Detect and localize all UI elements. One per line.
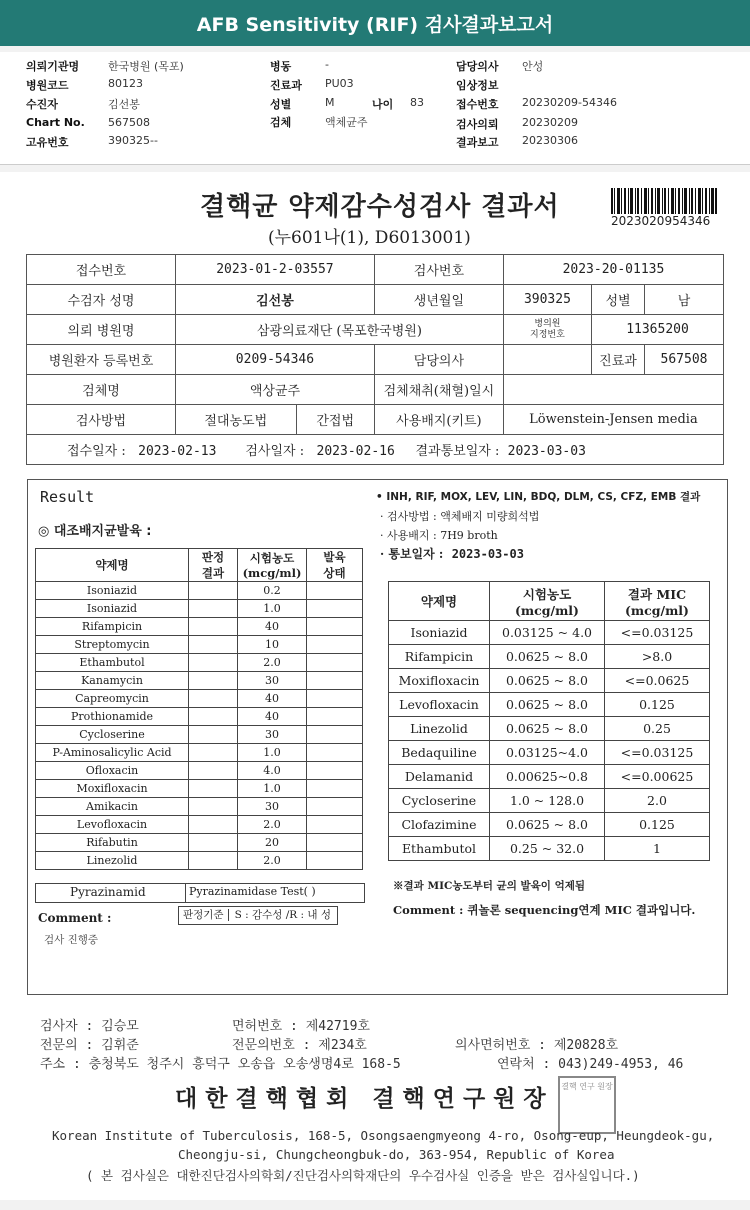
conc-cell: 2.0 bbox=[238, 852, 307, 870]
criterion-box bbox=[178, 906, 338, 925]
conc-cell: 1.0 bbox=[238, 780, 307, 798]
conc-cell: 2.0 bbox=[238, 816, 307, 834]
drug-name: Cycloserine bbox=[36, 726, 189, 744]
mic-cell: >8.0 bbox=[605, 645, 710, 669]
judge-cell bbox=[189, 852, 238, 870]
mic-cell: 0.125 bbox=[605, 813, 710, 837]
meta-label: 결과보고 bbox=[456, 136, 499, 149]
drug-name: Linezolid bbox=[36, 852, 189, 870]
growth-cell bbox=[307, 762, 363, 780]
mic-cell: <=0.03125 bbox=[605, 741, 710, 765]
cell-value: 2023-20-01135 bbox=[503, 255, 723, 285]
mic-cell: <=0.03125 bbox=[605, 621, 710, 645]
growth-cell bbox=[307, 852, 363, 870]
meta-label: 병원코드 bbox=[26, 79, 69, 92]
mic-notify-value: 2023-03-03 bbox=[451, 547, 524, 561]
growth-cell bbox=[307, 798, 363, 816]
conc-cell: 0.0625 ~ 8.0 bbox=[490, 717, 605, 741]
col-growth bbox=[307, 549, 363, 582]
judge-cell bbox=[189, 672, 238, 690]
notified-value: 2023-03-03 bbox=[507, 444, 586, 459]
control-culture-label: ◎ 대조배지균발육 : bbox=[38, 524, 152, 539]
meta-label: 병동 bbox=[270, 60, 292, 73]
notified-label: 결과통보일자 : bbox=[415, 444, 500, 459]
cell-value: Löwenstein-Jensen media bbox=[503, 405, 723, 435]
meta-label: 검체 bbox=[270, 116, 292, 129]
meta-value: 안성 bbox=[522, 60, 544, 73]
report-subtitle: (누601나(1), D6013001) bbox=[268, 228, 471, 248]
meta-value: 567508 bbox=[108, 116, 150, 129]
report-header-title: AFB Sensitivity (RIF) 검사결과보고서 bbox=[0, 0, 750, 46]
cell-value: 11365200 bbox=[592, 315, 724, 345]
meta-label: Chart No. bbox=[26, 116, 85, 129]
meta-label: 고유번호 bbox=[26, 136, 69, 149]
drug-name: Amikacin bbox=[36, 798, 189, 816]
cell-label: 사용배지(키트) bbox=[374, 405, 503, 435]
criterion-label: 판정기준 bbox=[179, 909, 229, 921]
cell-label: 검사번호 bbox=[374, 255, 503, 285]
barcode-number: 2023020954346 bbox=[611, 214, 711, 228]
judge-cell bbox=[189, 780, 238, 798]
meta-label: 검사의뢰 bbox=[456, 118, 499, 131]
growth-cell bbox=[307, 654, 363, 672]
conc-cell: 0.0625 ~ 8.0 bbox=[490, 813, 605, 837]
table-row bbox=[389, 621, 710, 645]
conc-cell: 40 bbox=[238, 618, 307, 636]
table-row bbox=[389, 837, 710, 861]
cell-value bbox=[503, 375, 723, 405]
table-row bbox=[36, 690, 363, 708]
col-mic-2: (mcg/ml) bbox=[625, 602, 689, 618]
patient-info-table bbox=[26, 254, 724, 465]
table-row bbox=[389, 741, 710, 765]
drug-name: Ethambutol bbox=[36, 654, 189, 672]
conc-cell: 10 bbox=[238, 636, 307, 654]
meta-value: 390325-- bbox=[108, 134, 158, 147]
meta-label: 진료과 bbox=[270, 79, 302, 92]
conc-cell: 1.0 bbox=[238, 744, 307, 762]
mic-drugs-note: • INH, RIF, MOX, LEV, LIN, BDQ, DLM, CS, CFZ, EMB 결과 bbox=[376, 491, 701, 503]
growth-cell bbox=[307, 600, 363, 618]
drug-name: Capreomycin bbox=[36, 690, 189, 708]
judge-cell bbox=[189, 726, 238, 744]
col-conc bbox=[490, 582, 605, 621]
meta-value: M bbox=[325, 96, 335, 109]
conc-cell: 20 bbox=[238, 834, 307, 852]
table-row bbox=[389, 765, 710, 789]
mic-cell: 0.25 bbox=[605, 717, 710, 741]
table-row bbox=[36, 618, 363, 636]
table-row bbox=[389, 693, 710, 717]
solid-media-result-table bbox=[35, 548, 363, 870]
meta-value: - bbox=[325, 58, 329, 71]
col-conc-2: (mcg/ml) bbox=[515, 602, 579, 618]
cell-value: 삼광의료재단 (목포한국병원) bbox=[176, 315, 504, 345]
judge-cell bbox=[189, 636, 238, 654]
conc-cell: 0.0625 ~ 8.0 bbox=[490, 669, 605, 693]
drug-name: Ethambutol bbox=[389, 837, 490, 861]
cell-label: 의뢰 병원명 bbox=[27, 315, 176, 345]
pyrazinamid-label: Pyrazinamid bbox=[70, 885, 146, 899]
report-meta bbox=[0, 52, 750, 165]
judge-cell bbox=[189, 816, 238, 834]
judge-cell bbox=[189, 744, 238, 762]
meta-label: 접수번호 bbox=[456, 98, 499, 111]
conc-cell: 40 bbox=[238, 690, 307, 708]
cell-label: 병원환자 등록번호 bbox=[27, 345, 176, 375]
cell-label: 진료과 bbox=[592, 345, 645, 375]
pyrazinamid-row bbox=[35, 883, 365, 903]
judge-cell bbox=[189, 762, 238, 780]
cell-value: 0209-54346 bbox=[176, 345, 375, 375]
license-number: 면허번호 : 제42719호 bbox=[232, 1019, 370, 1034]
cell-value: 2023-01-2-03557 bbox=[176, 255, 375, 285]
conc-cell: 0.00625~0.8 bbox=[490, 765, 605, 789]
table-row bbox=[389, 813, 710, 837]
conc-cell: 4.0 bbox=[238, 762, 307, 780]
drug-name: Moxifloxacin bbox=[389, 669, 490, 693]
growth-cell bbox=[307, 672, 363, 690]
col-judge bbox=[189, 549, 238, 582]
conc-cell: 0.0625 ~ 8.0 bbox=[490, 693, 605, 717]
drug-name: Levofloxacin bbox=[36, 816, 189, 834]
cell-value: 액상균주 bbox=[176, 375, 375, 405]
cell-value: 간접법 bbox=[296, 405, 374, 435]
comment-body: 검사 진행중 bbox=[44, 934, 99, 946]
col-drug: 약제명 bbox=[36, 549, 189, 582]
organization-name: 대한결핵협회 결핵연구원장 bbox=[175, 1085, 554, 1112]
col-mic-1: 결과 MIC bbox=[627, 586, 687, 602]
drug-name: P-Aminosalicylic Acid bbox=[36, 744, 189, 762]
meta-value: 액체균주 bbox=[325, 116, 368, 129]
english-address-2: Cheongju-si, Chungcheongbuk-do, 363-954, Republic of Korea bbox=[178, 1147, 615, 1162]
english-address-1: Korean Institute of Tuberculosis, 168-5, Osongsaengmyeong 4-ro, Osong-eup, Heungdeok-gu, bbox=[52, 1128, 715, 1143]
mic-notify-label: · 통보일자 : bbox=[380, 547, 444, 561]
received-value: 2023-02-13 bbox=[138, 444, 217, 459]
meta-label: 수진자 bbox=[26, 98, 58, 111]
cell-value: 절대농도법 bbox=[176, 405, 297, 435]
result-title: Result bbox=[40, 488, 95, 506]
examiner: 검사자 : 김승모 bbox=[40, 1019, 139, 1034]
growth-cell bbox=[307, 834, 363, 852]
drug-name: Delamanid bbox=[389, 765, 490, 789]
mic-cell: 0.125 bbox=[605, 693, 710, 717]
table-row bbox=[36, 816, 363, 834]
meta-value: 20230306 bbox=[522, 134, 578, 147]
tested-label: 검사일자 : bbox=[245, 444, 305, 459]
drug-name: Rifampicin bbox=[36, 618, 189, 636]
table-row bbox=[389, 645, 710, 669]
col-conc-2: (mcg/ml) bbox=[242, 566, 302, 580]
col-conc-1: 시험농도 bbox=[249, 551, 295, 565]
table-row bbox=[36, 744, 363, 762]
judge-cell bbox=[189, 834, 238, 852]
judge-cell bbox=[189, 654, 238, 672]
meta-value: 83 bbox=[410, 96, 424, 109]
meta-value: PU03 bbox=[325, 77, 354, 90]
mic-cell: 2.0 bbox=[605, 789, 710, 813]
conc-cell: 0.03125~4.0 bbox=[490, 741, 605, 765]
cell-value: 남 bbox=[645, 285, 724, 315]
table-row bbox=[36, 852, 363, 870]
growth-cell bbox=[307, 744, 363, 762]
drug-name: Rifabutin bbox=[36, 834, 189, 852]
table-row bbox=[36, 798, 363, 816]
conc-cell: 1.0 ~ 128.0 bbox=[490, 789, 605, 813]
drug-name: Clofazimine bbox=[389, 813, 490, 837]
cell-label bbox=[503, 315, 591, 345]
meta-value: 20230209-54346 bbox=[522, 96, 617, 109]
table-row bbox=[36, 636, 363, 654]
conc-cell: 2.0 bbox=[238, 654, 307, 672]
mic-cell: <=0.00625 bbox=[605, 765, 710, 789]
meta-label: 나이 bbox=[372, 98, 394, 111]
table-row bbox=[36, 780, 363, 798]
judge-cell bbox=[189, 708, 238, 726]
table-row bbox=[36, 672, 363, 690]
criterion-value: S : 감수성 /R : 내 성 bbox=[234, 909, 332, 921]
received-label: 접수일자 : bbox=[67, 444, 126, 459]
judge-cell bbox=[189, 690, 238, 708]
hospital-code-label-1: 병의원 bbox=[534, 318, 561, 329]
growth-cell bbox=[307, 780, 363, 798]
conc-cell: 40 bbox=[238, 708, 307, 726]
judge-cell bbox=[189, 582, 238, 600]
meta-label: 임상정보 bbox=[456, 79, 499, 92]
drug-name: Cycloserine bbox=[389, 789, 490, 813]
hospital-code-label-2: 지정번호 bbox=[530, 329, 565, 340]
barcode-icon bbox=[611, 188, 717, 214]
mic-method-note: · 검사방법 : 액체배지 미량희석법 bbox=[380, 510, 540, 523]
specialist: 전문의 : 김휘준 bbox=[40, 1038, 139, 1053]
cell-label: 접수번호 bbox=[27, 255, 176, 285]
conc-cell: 0.03125 ~ 4.0 bbox=[490, 621, 605, 645]
tested-value: 2023-02-16 bbox=[316, 444, 395, 459]
table-row bbox=[389, 789, 710, 813]
cell-label: 수검자 성명 bbox=[27, 285, 176, 315]
cell-label: 생년월일 bbox=[374, 285, 503, 315]
mic-medium-note: · 사용배지 : 7H9 broth bbox=[380, 529, 498, 542]
conc-cell: 30 bbox=[238, 672, 307, 690]
cell-label: 담당의사 bbox=[374, 345, 503, 375]
table-row bbox=[36, 600, 363, 618]
col-drug: 약제명 bbox=[389, 582, 490, 621]
table-row bbox=[389, 669, 710, 693]
cell-value: 567508 bbox=[645, 345, 724, 375]
drug-name: Rifampicin bbox=[389, 645, 490, 669]
col-judge-2: 결과 bbox=[201, 566, 225, 580]
col-growth-2: 상태 bbox=[323, 566, 346, 580]
cell-label: 검체채취(채혈)일시 bbox=[374, 375, 503, 405]
conc-cell: 1.0 bbox=[238, 600, 307, 618]
table-row bbox=[36, 654, 363, 672]
growth-cell bbox=[307, 726, 363, 744]
doctor-license: 의사면허번호 : 제20828호 bbox=[455, 1038, 619, 1053]
mic-cell: 1 bbox=[605, 837, 710, 861]
comment-label: Comment : bbox=[38, 911, 112, 925]
growth-cell bbox=[307, 582, 363, 600]
drug-name: Isoniazid bbox=[36, 582, 189, 600]
col-mic bbox=[605, 582, 710, 621]
table-row bbox=[36, 582, 363, 600]
meta-label: 의뢰기관명 bbox=[26, 60, 80, 73]
growth-cell bbox=[307, 708, 363, 726]
mic-footnote: ※결과 MIC농도부터 균의 발육이 억제됨 bbox=[393, 880, 586, 892]
judge-cell bbox=[189, 798, 238, 816]
col-conc-1: 시험농도 bbox=[522, 586, 572, 602]
table-row bbox=[36, 708, 363, 726]
meta-value: 한국병원 (목포) bbox=[108, 60, 184, 73]
mic-cell: <=0.0625 bbox=[605, 669, 710, 693]
drug-name: Streptomycin bbox=[36, 636, 189, 654]
growth-cell bbox=[307, 618, 363, 636]
meta-value: 80123 bbox=[108, 77, 143, 90]
drug-name: Ofloxacin bbox=[36, 762, 189, 780]
cell-value: 김선봉 bbox=[176, 285, 375, 315]
official-seal-icon: 결핵 연구 원장 bbox=[558, 1076, 616, 1134]
col-conc bbox=[238, 549, 307, 582]
contact: 연락처 : 043)249-4953, 46 bbox=[497, 1057, 684, 1072]
drug-name: Levofloxacin bbox=[389, 693, 490, 717]
judge-cell bbox=[189, 600, 238, 618]
address: 주소 : 충청북도 청주시 흥덕구 오송읍 오송생명4로 168-5 bbox=[40, 1057, 401, 1072]
mic-notes bbox=[376, 488, 700, 564]
mic-notify-line bbox=[376, 545, 700, 564]
drug-name: Prothionamide bbox=[36, 708, 189, 726]
growth-cell bbox=[307, 816, 363, 834]
drug-name: Bedaquiline bbox=[389, 741, 490, 765]
drug-name: Isoniazid bbox=[36, 600, 189, 618]
report-title: 결핵균 약제감수성검사 결과서 bbox=[200, 192, 560, 222]
judge-cell bbox=[189, 618, 238, 636]
dates-row bbox=[27, 435, 724, 465]
drug-name: Isoniazid bbox=[389, 621, 490, 645]
growth-cell bbox=[307, 636, 363, 654]
drug-name: Kanamycin bbox=[36, 672, 189, 690]
cell-label: 성별 bbox=[592, 285, 645, 315]
meta-value: 20230209 bbox=[522, 116, 578, 129]
mic-comment: Comment : 퀴놀론 sequencing연계 MIC 결과입니다. bbox=[393, 903, 696, 917]
certification-note: ( 본 검사실은 대한진단검사의학회/진단검사의학재단의 우수검사실 인증을 받은 검사실입니다.) bbox=[86, 1168, 640, 1183]
growth-cell bbox=[307, 690, 363, 708]
drug-name: Linezolid bbox=[389, 717, 490, 741]
meta-value: 김선봉 bbox=[108, 98, 140, 111]
cell-value bbox=[503, 345, 591, 375]
table-row bbox=[36, 762, 363, 780]
mic-result-table bbox=[388, 581, 710, 861]
col-judge-1: 판정 bbox=[201, 550, 225, 564]
meta-label: 성별 bbox=[270, 98, 292, 111]
cell-label: 검체명 bbox=[27, 375, 176, 405]
table-row bbox=[389, 717, 710, 741]
col-growth-1: 발육 bbox=[323, 550, 346, 564]
conc-cell: 30 bbox=[238, 798, 307, 816]
specialist-number: 전문의번호 : 제234호 bbox=[232, 1038, 367, 1053]
cell-label: 검사방법 bbox=[27, 405, 176, 435]
conc-cell: 0.25 ~ 32.0 bbox=[490, 837, 605, 861]
conc-cell: 0.2 bbox=[238, 582, 307, 600]
conc-cell: 30 bbox=[238, 726, 307, 744]
pyrazinamidase-test: Pyrazinamidase Test( ) bbox=[189, 885, 316, 898]
table-row bbox=[36, 726, 363, 744]
conc-cell: 0.0625 ~ 8.0 bbox=[490, 645, 605, 669]
cell-value: 390325 bbox=[503, 285, 591, 315]
drug-name: Moxifloxacin bbox=[36, 780, 189, 798]
table-row bbox=[36, 834, 363, 852]
meta-label: 담당의사 bbox=[456, 60, 499, 73]
